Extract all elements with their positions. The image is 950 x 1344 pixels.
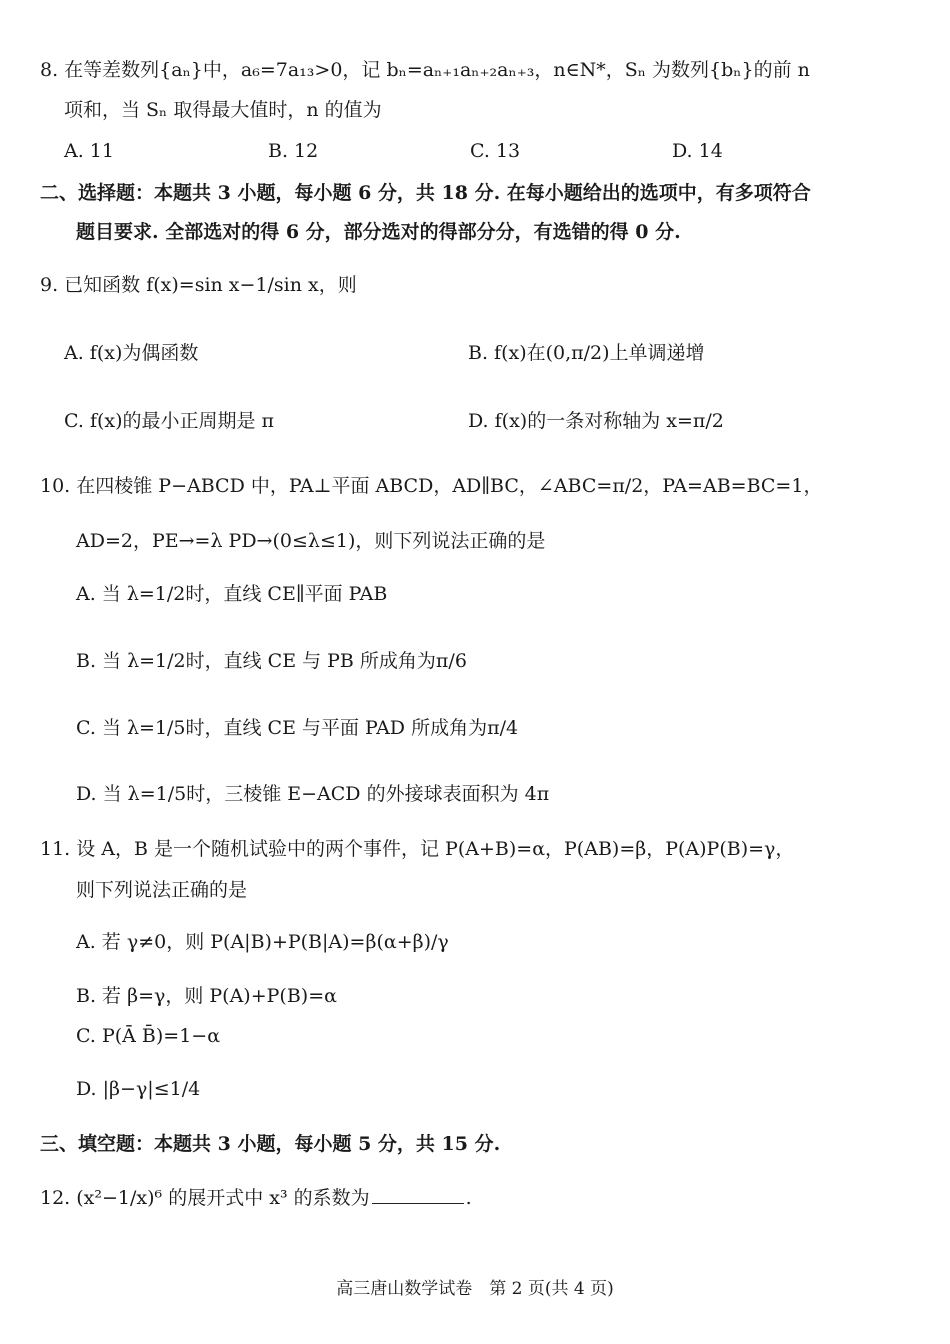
- q9-stem: 9. 已知函数 f(x)=sin x−1/sin x，则: [40, 274, 357, 296]
- q10-line2: AD=2，PE→=λ PD→(0≤λ≤1)，则下列说法正确的是: [76, 530, 546, 552]
- q12-stem-end: .: [465, 1187, 472, 1209]
- q11-option-b: B. 若 β=γ，则 P(A)+P(B)=α: [76, 985, 337, 1007]
- q9-option-b: B. f(x)在(0,π/2)上单调递增: [468, 342, 705, 364]
- q10-option-c: C. 当 λ=1/5时，直线 CE 与平面 PAD 所成角为π/4: [76, 717, 519, 739]
- q8-line2: 项和，当 Sₙ 取得最大值时，n 的值为: [64, 99, 382, 121]
- q11-option-c: C. P(Ā B̄)=1−α: [76, 1025, 221, 1047]
- section2-heading-line1: 二、选择题：本题共 3 小题，每小题 6 分，共 18 分. 在每小题给出的选项中，有多项符合: [40, 182, 811, 204]
- section3-heading: 三、填空题：本题共 3 小题，每小题 5 分，共 15 分.: [40, 1133, 501, 1155]
- q8-option-b: B. 12: [268, 140, 319, 162]
- q8-line1: 8. 在等差数列{aₙ}中，a₆=7a₁₃>0，记 bₙ=aₙ₊₁aₙ₊₂aₙ₊₃，n∈N*，Sₙ 为数列{bₙ}的前 n: [40, 59, 810, 81]
- q10-option-a: A. 当 λ=1/2时，直线 CE∥平面 PAB: [76, 583, 388, 605]
- q12-answer-blank[interactable]: [372, 1185, 464, 1204]
- q10-option-b: B. 当 λ=1/2时，直线 CE 与 PB 所成角为π/6: [76, 650, 467, 672]
- q9-option-d: D. f(x)的一条对称轴为 x=π/2: [468, 410, 724, 432]
- q8-option-c: C. 13: [470, 140, 521, 162]
- q9-option-a: A. f(x)为偶函数: [64, 342, 199, 364]
- q11-line2: 则下列说法正确的是: [76, 879, 248, 901]
- section2-heading-line2: 题目要求. 全部选对的得 6 分，部分选对的得部分分，有选错的得 0 分.: [76, 221, 681, 243]
- q11-option-d: D. |β−γ|≤1/4: [76, 1078, 201, 1100]
- q12-stem: [40, 1185, 472, 1210]
- q8-option-d: D. 14: [672, 140, 723, 162]
- q8-option-a: A. 11: [64, 140, 114, 162]
- q10-line1: 10. 在四棱锥 P−ABCD 中，PA⊥平面 ABCD，AD∥BC，∠ABC=π/2，PA=AB=BC=1，: [40, 475, 823, 497]
- q11-line1: 11. 设 A，B 是一个随机试验中的两个事件，记 P(A+B)=α，P(AB)=β，P(A)P(B)=γ，: [40, 838, 795, 860]
- page-footer: 高三唐山数学试卷 第 2 页(共 4 页): [336, 1279, 614, 1299]
- q9-option-c: C. f(x)的最小正周期是 π: [64, 410, 275, 432]
- q11-option-a: A. 若 γ≠0，则 P(A|B)+P(B|A)=β(α+β)/γ: [76, 931, 449, 953]
- q10-option-d: D. 当 λ=1/5时，三棱锥 E−ACD 的外接球表面积为 4π: [76, 783, 550, 805]
- q12-stem-text: 12. (x²−1/x)⁶ 的展开式中 x³ 的系数为: [40, 1187, 370, 1209]
